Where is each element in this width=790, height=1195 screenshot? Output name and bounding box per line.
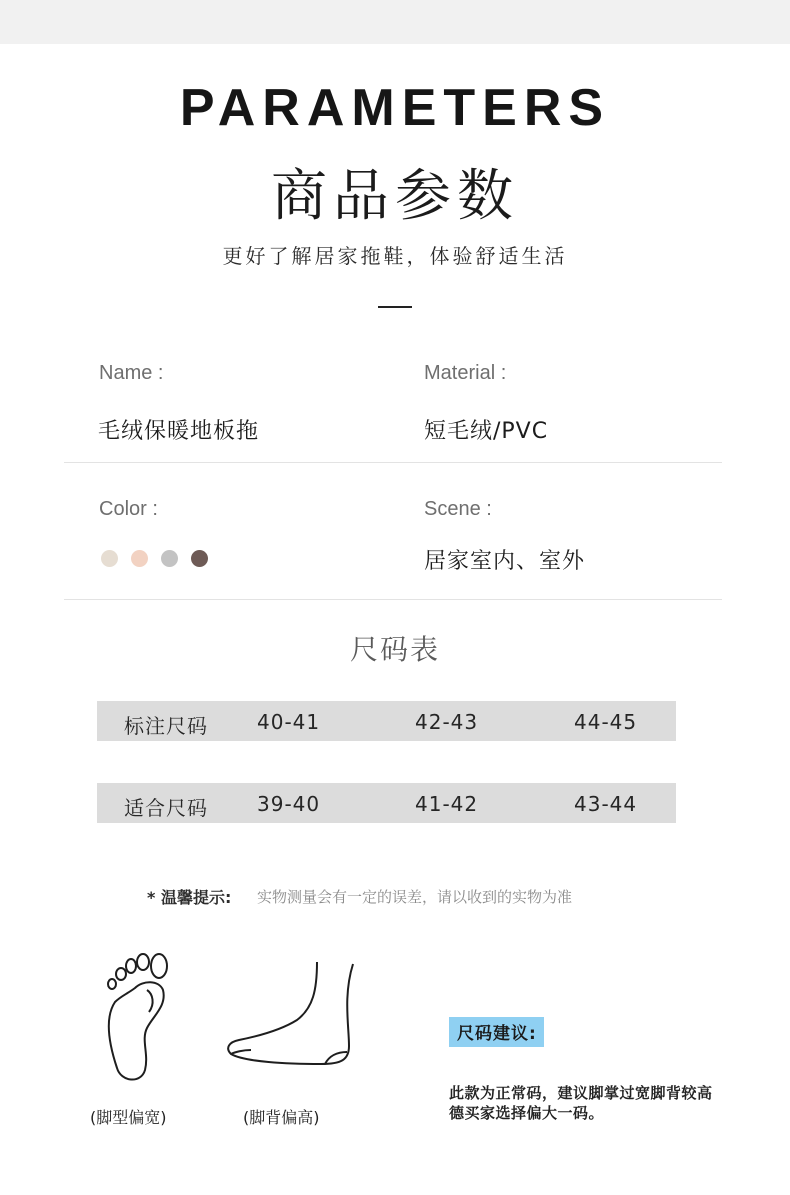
size-row-labeled	[97, 701, 676, 741]
divider-line	[64, 462, 722, 463]
size-cell: 42-43	[415, 710, 479, 734]
color-swatch	[101, 550, 118, 567]
scene-value: 居家室内、室外	[424, 549, 586, 574]
name-value: 毛绒保暖地板拖	[98, 419, 260, 444]
size-advice-label: 尺码建议:	[449, 1017, 544, 1047]
wide-foot-caption: (脚型偏宽)	[90, 1108, 167, 1127]
size-cell: 43-44	[574, 792, 638, 816]
page-title-en: PARAMETERS	[179, 79, 611, 137]
color-swatch	[191, 550, 208, 567]
size-cell: 39-40	[257, 792, 321, 816]
size-cell: 41-42	[415, 792, 479, 816]
scene-label: Scene :	[424, 498, 492, 520]
material-value: 短毛绒/PVC	[424, 419, 549, 444]
size-row-label: 标注尺码	[124, 714, 208, 738]
size-cell: 40-41	[257, 710, 321, 734]
page-title-zh: 商品参数	[271, 164, 519, 229]
tip-text: 实物测量会有一定的误差，请以收到的实物为准	[257, 888, 573, 906]
color-swatch	[161, 550, 178, 567]
divider-line	[64, 599, 722, 600]
size-row-label: 适合尺码	[124, 796, 208, 820]
title-divider	[378, 306, 412, 308]
foot-side-icon	[225, 960, 355, 1068]
size-cell: 44-45	[574, 710, 638, 734]
material-label: Material :	[424, 362, 507, 384]
color-label: Color :	[99, 498, 158, 520]
size-row-fit	[97, 783, 676, 823]
foot-sole-icon	[95, 950, 175, 1088]
page-subtitle: 更好了解居家拖鞋，体验舒适生活	[222, 244, 568, 268]
color-swatch	[131, 550, 148, 567]
high-instep-caption: (脚背偏高)	[243, 1108, 320, 1127]
tip-heading: * 温馨提示:	[147, 888, 232, 907]
top-band	[0, 0, 790, 44]
name-label: Name :	[99, 362, 164, 384]
size-advice-text: 此款为正常码，建议脚掌过宽脚背较高德买家选择偏大一码。	[449, 1084, 713, 1122]
size-table-title: 尺码表	[349, 633, 440, 666]
